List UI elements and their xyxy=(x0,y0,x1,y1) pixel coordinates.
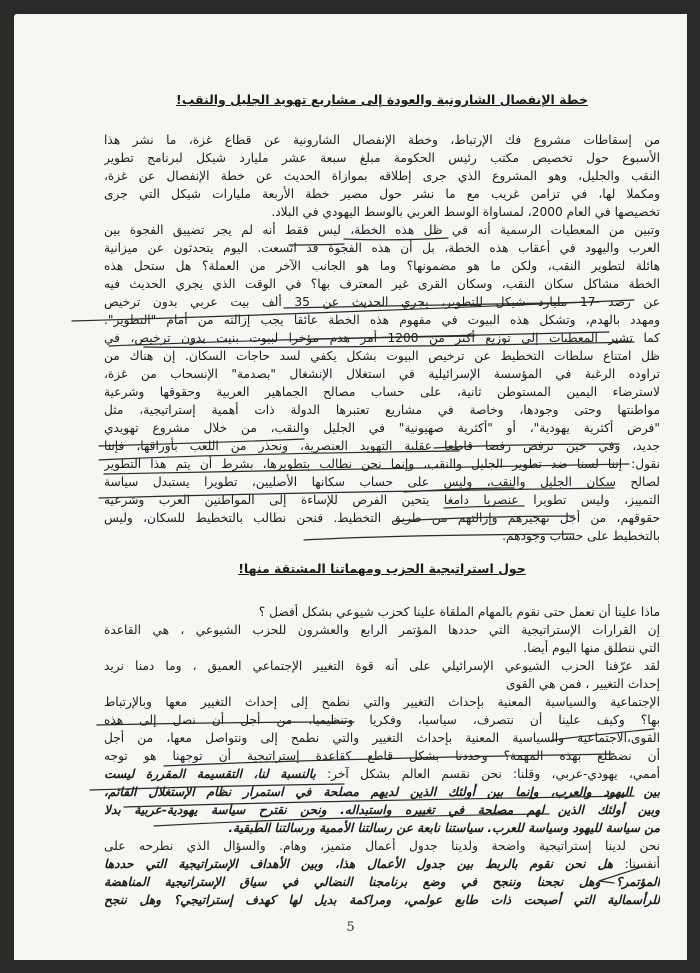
text-line-mixed xyxy=(104,855,660,873)
text-line: ماذا علينا أن نعمل حتى نقوم بالمهام الملقاة علينا كحزب شيوعي بشكل أفضل ؟ xyxy=(258,605,660,619)
paragraph-1 xyxy=(104,131,660,221)
text-line: تراوده الرغبة في المؤسسة الإسرائيلية في استغلال الإنشغال "بصدمة" الإنسحاب من غزة، xyxy=(104,367,660,381)
text-line: وتبين من المعطيات الرسمية أنه في ظل هذه الخطة، ليس فقط أنه لم يجر تضييق الفجوة بين xyxy=(104,223,660,237)
section-heading-disengagement: خطة الإنفصال الشارونية والعودة إلى مشاريع تهويد الجليل والنقب! xyxy=(176,92,588,107)
text-line: كما تشير المعطيات إلى توزيع أكثر من 1200 أمر هدم مؤخرا لبيوت بنيت بدون ترخيص، في xyxy=(104,331,660,345)
text-line: التي ننطلق منها اليوم أيضا. xyxy=(523,641,660,655)
paragraph-3 xyxy=(104,603,660,909)
text-line: بالتخطيط على حساب وجودهم. xyxy=(502,529,660,543)
text-line: لصالح سكان الجليل والنقب، وليس على حساب سكانها الأصليين، تطويرا يستبدل سياسة xyxy=(104,475,660,489)
page-number: 5 xyxy=(346,920,355,935)
text-normal: أنفسنا: xyxy=(613,857,660,871)
text-line: لقد عرّفنا الحزب الشيوعي الإسرائيلي على أنه قوة التغيير الإجتماعي العميق ، وما دمنا نريد xyxy=(104,659,660,673)
text-line: عن رصد 17 مليارد شيكل للتطوير، يجري الحديث عن 35 ألف بيت عربي بدون ترخيص xyxy=(104,295,660,309)
text-line: مواطنتها وحتى وجودها، وخاصة في مشاريع تعتبرها الدولة ذات أهمية إستراتيجية، مثل xyxy=(104,403,660,417)
text-line: تخصيصها في العام 2000، لمساواة الوسط العربي بالوسط اليهودي في البلاد. xyxy=(271,205,660,219)
text-bold-italic: بالنسبة لنا، التقسيمة المقررة ليست xyxy=(104,767,316,781)
text-bold-italic: هل نحن نقوم بالربط بين جدول الأعمال هذا، وبين الأهداف الإستراتيجية التي حددها xyxy=(104,857,614,871)
text-line: القوى،الاجتماعية والسياسية المعنية بإحداث التغيير والتي نطمح إلى ونتواصل معها، من أجل xyxy=(104,731,660,745)
text-line: العرب واليهود في أعقاب هذه الخطة، بل أن هذه الفجوة قد اتسعت. اليوم يتحدثون عن ميزانية xyxy=(104,241,660,255)
section-heading-party-strategy: حول استراتيجية الحزب ومهماتنا المشتقة منها! xyxy=(238,561,526,576)
text-line: الأسبوع حول تخصيص مكتب رئيس الحكومة مبلغ سبعة عشر مليارد شيكل لبرنامج تطوير xyxy=(104,151,660,165)
text-line-bold-italic: وبين أولئك الذين لهم مصلحة في تغييره واستبداله. ونحن نقترح سياسة يهودية-عربية بدلا xyxy=(104,803,660,817)
text-line: ظل امتناع سلطات التخطيط عن ترخيص البيوت بشكل يكفي لسد حاجات السكان. إن هناك من xyxy=(104,349,660,363)
text-line: التمييز، وليس تطويرا عنصريا دامغا يتحين الفرص للإساءة إلى المواطنين العرب وشرعية xyxy=(104,493,660,507)
text-line-bold-italic: من سياسة لليهود وسياسة للعرب. سياستنا نابعة عن رسالتنا الأممية ورسالتنا الطبقية. xyxy=(228,821,660,835)
text-line: إن القرارات الإستراتيجية التي حددها المؤتمر الرابع والعشرون للحزب الشيوعي ، هي القاعدة xyxy=(104,623,660,637)
text-normal: أممي، يهودي-عربي، وقلنا: نحن نقسم العالم بشكل آخر: xyxy=(315,767,660,781)
text-line-bold-italic: للرأسمالية التي أصبحت ذات طابع عولمي، ومراكمة بديل لها كهدف إستراتيجي؟ وهل ننجح xyxy=(104,893,660,907)
text-line: ومهدد بالهدم، وتشكل هذه البيوت في مفهوم هذه الخطة عائقا يجب إزالته من أمام "التطوير". xyxy=(104,313,660,327)
scanned-page xyxy=(14,14,687,960)
text-line: الإجتماعية والسياسية المعنية بإحداث التغيير والتي نطمح إلى إحداث التغيير معها وبالإرتباط xyxy=(104,695,660,709)
text-line: إحداث التغيير ، فمن هي القوى xyxy=(505,677,660,691)
text-line: حقوقهم، من أجل تهجيرهم وإزالتهم من طريق التخطيط. فنحن نطالب بالتخطيط للسكان، وليس xyxy=(104,511,660,525)
text-line: نحن لدينا إستراتيجية واضحة ولدينا جدول أعمال متميز، وهام. والسؤال الذي نطرحه على xyxy=(104,839,660,853)
text-line-bold-italic: بين اليهود والعرب، وإنما بين أولئك الذين لديهم مصلحة في استمرار نظام الإستغلال القائم، xyxy=(104,785,660,799)
text-line: جديد، وفي حين نرفض رفضا قاطعا عقلية التهويد العنصرية، ونحذر من اللعب بأوراقها، فإننا xyxy=(104,439,660,453)
text-line: لاسترضاء اليمين المستوطن ثانية، على حساب مصالح الجماهير العربية وحقوقها وشرعية xyxy=(104,385,660,399)
text-line: نقول: إننا لسنا ضد تطوير الجليل والنقب، وإنما نحن نطالب بتطويرها، بشرط أن يتم هذا التطوير xyxy=(104,457,660,471)
text-line-mixed xyxy=(104,765,660,783)
text-line: هائلة لتطوير النقب، ولكن ما هو مضمونها؟ وما هو الجانب الآخر من العملة؟ هل ستحل هذه xyxy=(104,259,660,273)
text-line: بها؟ وكيف علينا أن نتصرف، سياسيا، وفكريا وتنظيميا، من أجل أن نصل إلى هذه xyxy=(104,713,660,727)
text-line: الخطة مشاكل سكان النقب، وسكان القرى غير المعترف بها؟ في الوقت الذي يجري الحديث فيه xyxy=(104,277,660,291)
paragraph-2 xyxy=(104,221,660,545)
text-line: النقب والجليل، وهو المشروع الذي جرى إطلاقه بموازاة الحديث عن خطة الإنفصال عن غزة، xyxy=(104,169,660,183)
text-line-bold-italic: المؤتمر؟ وهل نجحنا وننجح في وضع برنامجنا النضالي في سياق الإستراتيجية المناهضة xyxy=(104,875,660,889)
text-line: من إسقاطات مشروع فك الإرتباط، وخطة الإنفصال الشارونية عن قطاع غزة، ما نشر هذا xyxy=(104,133,660,147)
text-line: ومكملا لها، في تزامن غريب مع ما نشر حول مصير خطة الأربعة مليارات شيكل التي جرى xyxy=(104,187,660,201)
text-line: أن نضطلع بهذه المهمة؟ وحددنا بشكل قاطع كقاعدة إستراتيجية أن توجهنا هو توجه xyxy=(104,749,660,763)
text-line: "فرض أكثرية يهودية"، أو "أكثرية صهيونية" في الجليل والنقب، من خلال مشروع تهويدي xyxy=(104,421,660,435)
